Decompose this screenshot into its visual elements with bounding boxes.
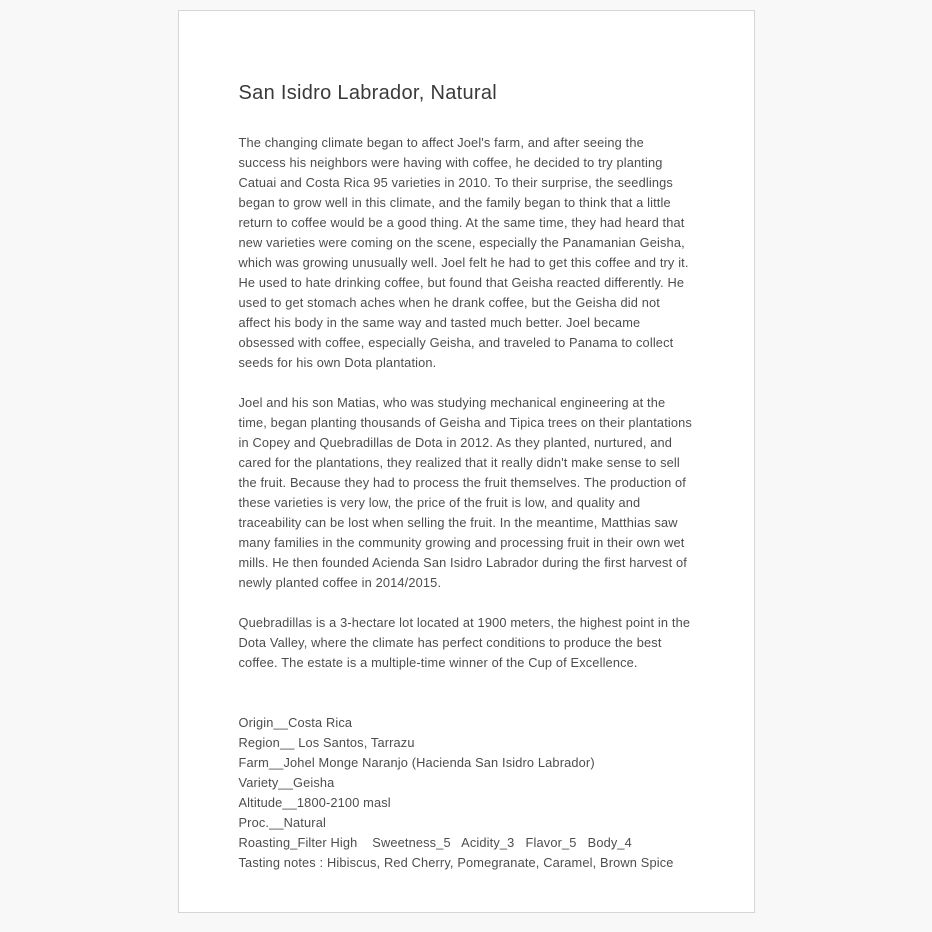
spec-origin: Origin__Costa Rica xyxy=(238,715,353,730)
spec-tasting-notes: Tasting notes : Hibiscus, Red Cherry, Pomegranate, Caramel, Brown Spice xyxy=(238,855,674,870)
story-paragraph: The changing climate began to affect Joel's farm, and after seeing the success his neighbors were having with coffee, he decided to try planting Catuai and Costa Rica 95 varieties in 2010. To their surprise, the seedlings began to grow well in this climate, and the family began to think that a little return to coffee would be a good thing. At the same time, they had heard that new varieties were coming on the scene, especially the Panamanian Geisha, which was growing unusually well. Joel felt he had to get this coffee and try it. He used to hate drinking coffee, but found that Geisha reacted differently. He used to get stomach aches when he drank coffee, but the Geisha did not affect his body in the same way and tasted much better. Joel became obsessed with coffee, especially Geisha, and traveled to Panama to collect seeds for his own Dota plantation. xyxy=(238,135,689,370)
spec-altitude: Altitude__1800-2100 masl xyxy=(238,795,391,810)
product-description-card xyxy=(178,10,755,913)
story-paragraph: Joel and his son Matias, who was studying mechanical engineering at the time, began planting thousands of Geisha and Tipica trees on their plantations in Copey and Quebradillas de Dota in 2012. As they planted, nurtured, and cared for the plantations, they realized that it really didn't make sense to sell the fruit. Because they had to process the fruit themselves. The production of these varieties is very low, the price of the fruit is low, and quality and traceability can be lost when selling the fruit. In the meantime, Matthias saw many families in the community growing and processing fruit in their own wet mills. He then founded Acienda San Isidro Labrador during the first harvest of newly planted coffee in 2014/2015. xyxy=(238,395,692,590)
spec-variety: Variety__Geisha xyxy=(238,775,335,790)
spec-region: Region__ Los Santos, Tarrazu xyxy=(238,735,415,750)
coffee-specs-list xyxy=(239,713,694,873)
story-paragraph: Quebradillas is a 3-hectare lot located at 1900 meters, the highest point in the Dota Valley, where the climate has perfect conditions to produce the best coffee. The estate is a multiple-time winner of the Cup of Excellence. xyxy=(238,615,691,670)
page-title: San Isidro Labrador, Natural xyxy=(238,82,498,104)
product-story xyxy=(239,133,694,673)
spec-processing: Proc.__Natural xyxy=(238,815,326,830)
spec-farm: Farm__Johel Monge Naranjo (Hacienda San Isidro Labrador) xyxy=(238,755,595,770)
spec-roasting-profile: Roasting_Filter High Sweetness_5 Acidity_3 Flavor_5 Body_4 xyxy=(238,835,632,850)
